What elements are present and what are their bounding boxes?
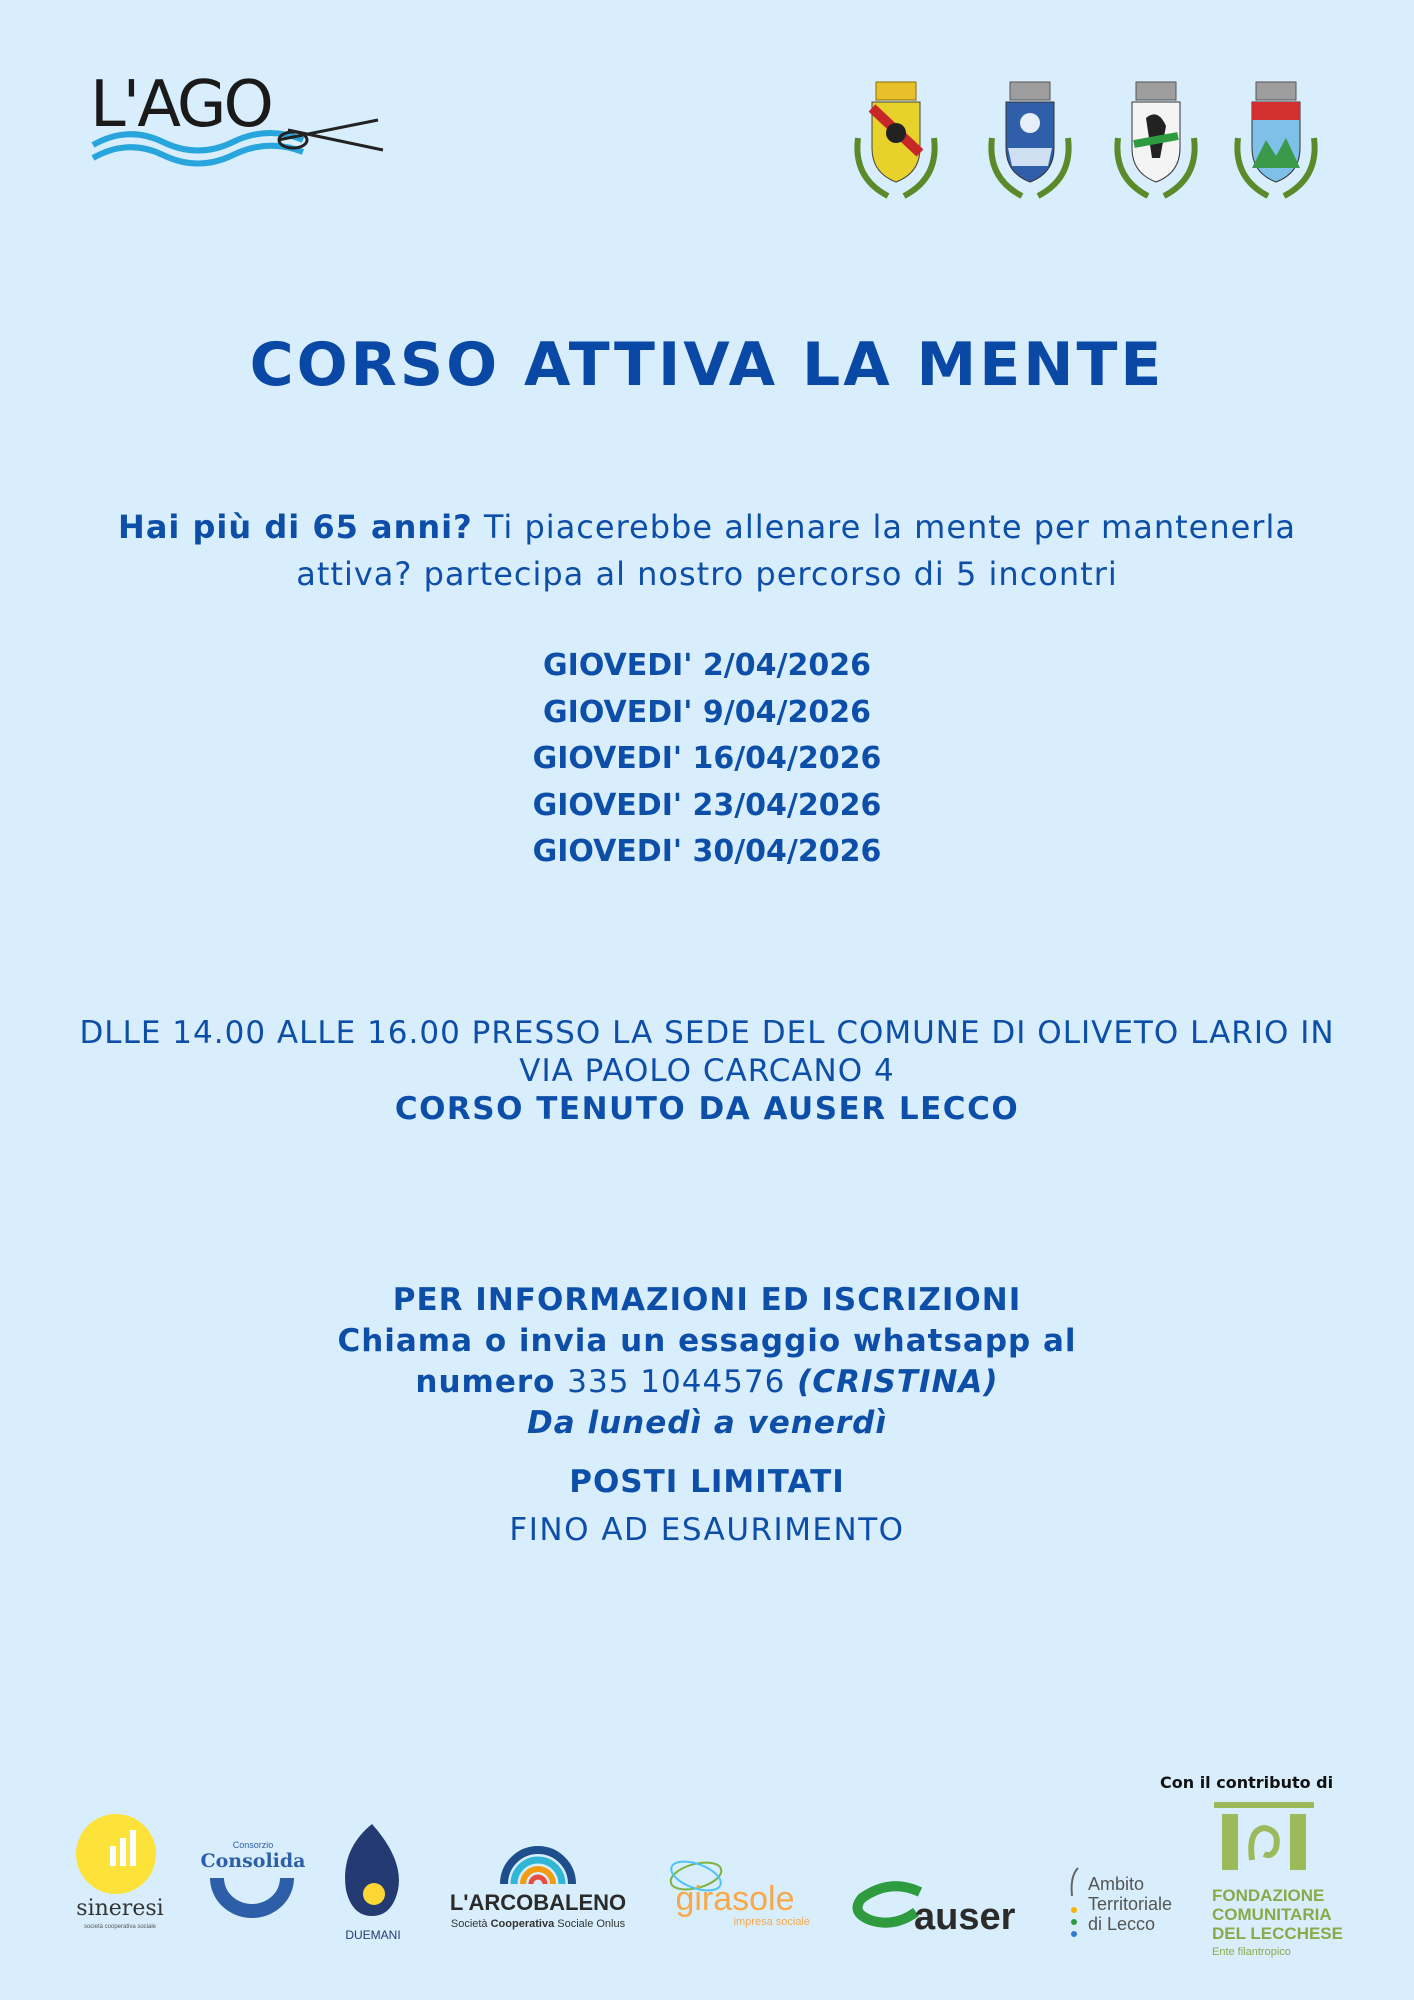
course-organizer: CORSO TENUTO DA AUSER LECCO	[394, 1091, 1020, 1127]
crest-4-icon	[1228, 78, 1324, 210]
location-address: VIA PAOLO CARCANO 4	[519, 1053, 895, 1089]
ambito-dots-icon	[1068, 1866, 1082, 1940]
girasole-name: girasole	[675, 1880, 795, 1918]
phone-number[interactable]: 335 1044576	[567, 1364, 786, 1400]
girasole-sub: impresa sociale	[733, 1916, 810, 1928]
contacts-block	[0, 1280, 1414, 1444]
contacts-heading: PER INFORMAZIONI ED ISCRIZIONI	[392, 1282, 1022, 1318]
consolida-arc-icon	[206, 1874, 298, 1922]
until-exhausted: FINO AD ESAURIMENTO	[509, 1512, 905, 1548]
sineresi-logo	[72, 1812, 168, 1896]
intro-paragraph	[80, 504, 1334, 598]
date-item: GIOVEDI' 9/04/2026	[543, 694, 871, 730]
sineresi-sub: società cooperativa sociale	[83, 1924, 157, 1930]
contacts-days: Da lunedì a venerdì	[527, 1405, 887, 1441]
intro-question: Hai più di 65 anni?	[118, 508, 473, 546]
contact-name: (CRISTINA)	[797, 1364, 999, 1400]
date-item: GIOVEDI' 30/04/2026	[532, 834, 882, 869]
date-item: GIOVEDI' 16/04/2026	[532, 741, 882, 776]
duemani-name: DUEMANI	[345, 1928, 401, 1942]
location-time: DLLE 14.00 ALLE 16.00 PRESSO LA SEDE DEL COMUNE DI OLIVETO LARIO IN	[79, 1015, 1335, 1051]
fondazione-sub: Ente filantropico	[1212, 1946, 1291, 1958]
consolida-name: Consolida	[200, 1850, 306, 1872]
auser-name: auser	[914, 1896, 1016, 1938]
arcobaleno-rainbow-icon	[500, 1836, 576, 1886]
crest-3-icon	[1108, 78, 1204, 210]
intro-text: Ti piacerebbe allenare la mente per mantenerla attiva? partecipa al nostro percorso di 5 incontri	[296, 508, 1296, 593]
date-item: GIOVEDI' 23/04/2026	[532, 787, 882, 823]
fondazione-name: FONDAZIONE COMUNITARIA DEL LECCHESE	[1212, 1886, 1343, 1943]
arcobaleno-sub: Società Cooperativa Sociale Onlus	[450, 1918, 626, 1930]
arcobaleno-name: L'ARCOBALENO	[449, 1890, 627, 1915]
location-block	[60, 1014, 1354, 1128]
date-item: GIOVEDI' 2/04/2026	[543, 648, 871, 683]
lago-logo-text: L'AGO	[90, 68, 271, 142]
ambito-name: Ambito Territoriale di Lecco	[1088, 1874, 1173, 1934]
sineresi-name: sineresi	[76, 1896, 164, 1921]
consolida-small: Consorzio	[232, 1840, 274, 1850]
dates-list	[0, 643, 1414, 876]
contribution-label: Con il contributo di	[1160, 1773, 1334, 1792]
duemani-logo	[340, 1820, 404, 1920]
contacts-phone-line	[0, 1362, 1414, 1403]
contacts-number-label: numero	[415, 1364, 556, 1400]
crest-2-icon	[982, 78, 1078, 210]
fondazione-logo	[1212, 1800, 1316, 1874]
page-title: CORSO ATTIVA LA MENTE	[249, 330, 1165, 400]
limited-seats: POSTI LIMITATI	[569, 1464, 845, 1500]
contacts-instruction: Chiama o invia un essaggio whatsapp al	[337, 1323, 1077, 1359]
crest-1-icon	[848, 78, 944, 210]
